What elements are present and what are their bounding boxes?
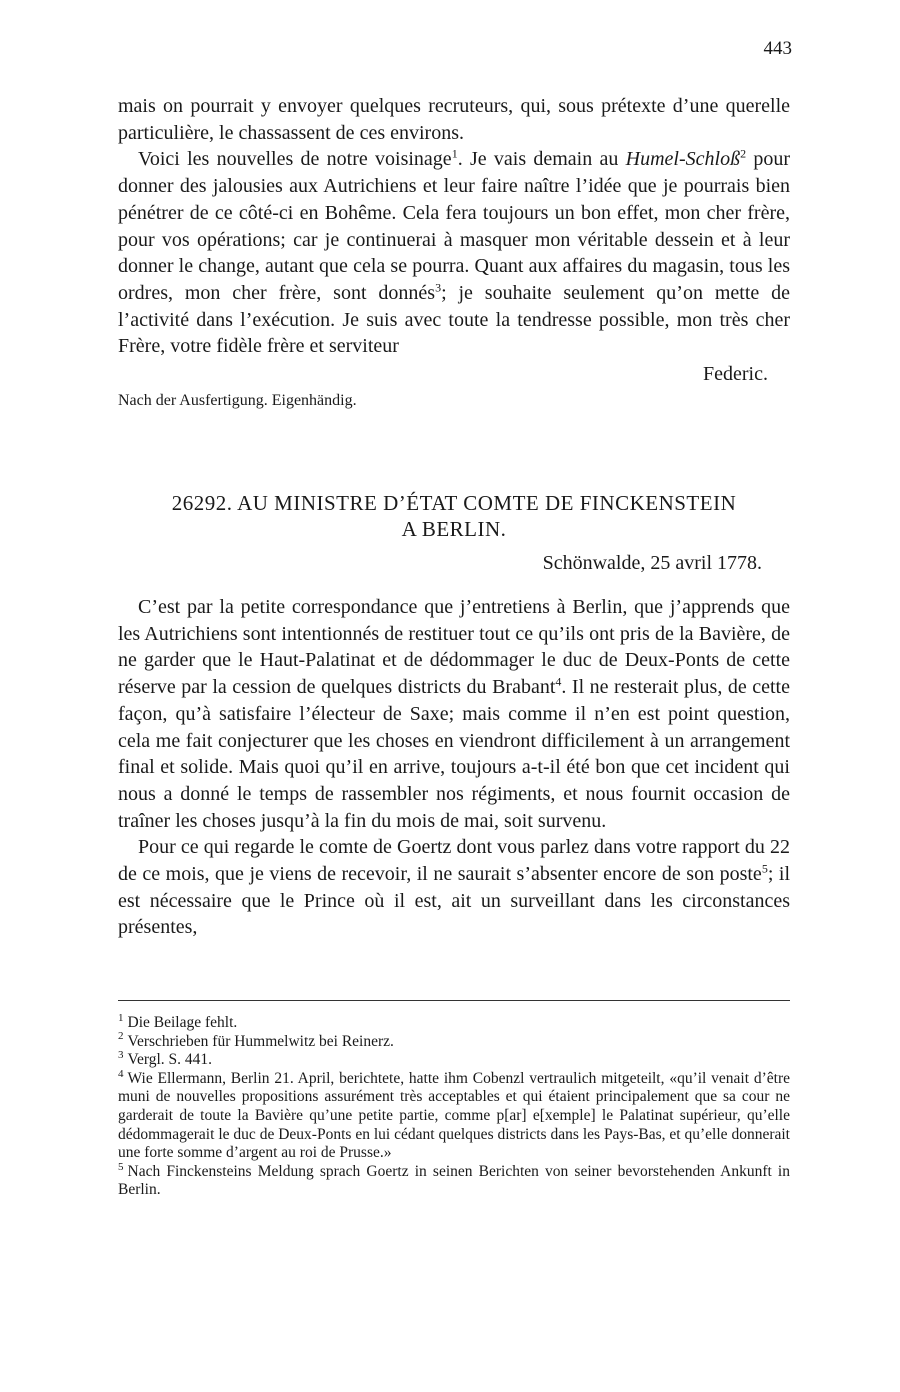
letter-title: 26292. AU MINISTRE D’ÉTAT COMTE DE FINCKENSTEIN	[171, 491, 737, 515]
footnote-ref: 3	[435, 280, 442, 295]
dateline: Schönwalde, 25 avril 1778.	[542, 552, 762, 574]
continuation-paragraph-2: Voici les nouvelles de notre voisinage$^1$. Je vais demain au Humel-Schloß$^2$ pour donner des jalousies aux Autrichiens et leur faire naître l’idée que je pourrais bien pénétrer de ce côté-ci en Bohême. Cela fera toujours un bon effet, mon cher frère, pour vos opérations; car je continuerai à masquer mon véritable dessein et à leur donner le change, autant que cela se pourra. Quant aux affaires du magasin, tous les ordres, mon cher frère, sont donnés$^3$; je souhaite seulement qu’on mette de l’activité dans l’exécution. Je suis avec toute la tendresse possible, mon très cher Frère, votre fidèle frère et serviteur	[118, 146, 791, 358]
page-number: 443	[763, 38, 792, 59]
footnote-ref: 4	[555, 674, 562, 689]
footnote-ref: 5	[761, 861, 768, 876]
continuation-paragraph: mais on pourrait y envoyer quelques recruteurs, qui, sous prétexte d’une querelle particulière, le chassassent de ces environs.	[118, 95, 790, 144]
signature: Federic.	[703, 363, 768, 386]
letter-body	[118, 594, 790, 941]
letter-title-line-2: A BERLIN.	[401, 517, 507, 541]
continuation-section	[118, 93, 790, 414]
place-name: Humel-Schloß	[625, 148, 741, 171]
footnote: $^4$ Wie Ellermann, Berlin 21. April, berichtete, hatte ihm Cobenzl vertraulich mitgeteilt, «qu’il venait d’être muni de nouvelles propositions assurément très acceptables et qui étaient principalement que sa cour ne garderait de toute la Bavière qu’une petite partie, comme p[ar] e[xemple] le Palatinat supérieur, qu’elle dédommagerait le duc de Deux-Ponts en lui cédant quelques districts dans les Pays-Bas, et qu’elle donnerait une forte somme d’argent au roi de Prusse.»	[118, 1067, 790, 1162]
footnote: $^2$ Verschrieben für Hummelwitz bei Reinerz.	[118, 1030, 394, 1050]
source-note: Nach der Ausfertigung. Eigenhändig.	[118, 391, 357, 409]
letter-paragraph-1: C’est par la petite correspondance que j’entretiens à Berlin, que j’apprends que les Autrichiens sont intentionnés de restituer tout ce qu’ils ont pris de la Bavière, de ne garder que le Haut-Palatinat et de dédommager le duc de Deux-Ponts de cette réserve par la cession de quelques districts du Brabant$^4$. Il ne resterait plus, de cette façon, qu’à satisfaire l’électeur de Saxe; mais comme il n’en est point question, cela me fait conjecturer que les choses en viendront difficilement à un arrangement final et solide. Mais quoi qu’il en arrive, toujours a-t-il été bon que cet incident qui nous a donné le temps de rassembler nos régiments, et nous fournit occasion de traîner les choses jusqu’à la fin du mois de mai, soit survenu.	[118, 596, 790, 832]
footnote-separator	[118, 1000, 790, 1001]
footnote: $^3$ Vergl. S. 441.	[118, 1049, 213, 1069]
footnote: $^5$ Nach Finckensteins Meldung sprach Goertz in seinen Berichten von seiner bevorstehenden Ankunft in Berlin.	[118, 1160, 790, 1199]
footnotes	[118, 1011, 790, 1200]
footnote-ref: 1	[451, 146, 458, 161]
letter-paragraph-2: Pour ce qui regarde le comte de Goertz dont vous parlez dans votre rapport du 22 de ce mois, que je viens de recevoir, il ne saurait s’absenter encore de son poste$^5$; il est nécessaire que le Prince où il est, ait un surveillant dans les circonstances présentes,	[118, 836, 791, 939]
letter-heading	[118, 490, 790, 595]
footnote: $^1$ Die Beilage fehlt.	[118, 1011, 238, 1031]
footnote-ref: 2	[740, 146, 747, 161]
